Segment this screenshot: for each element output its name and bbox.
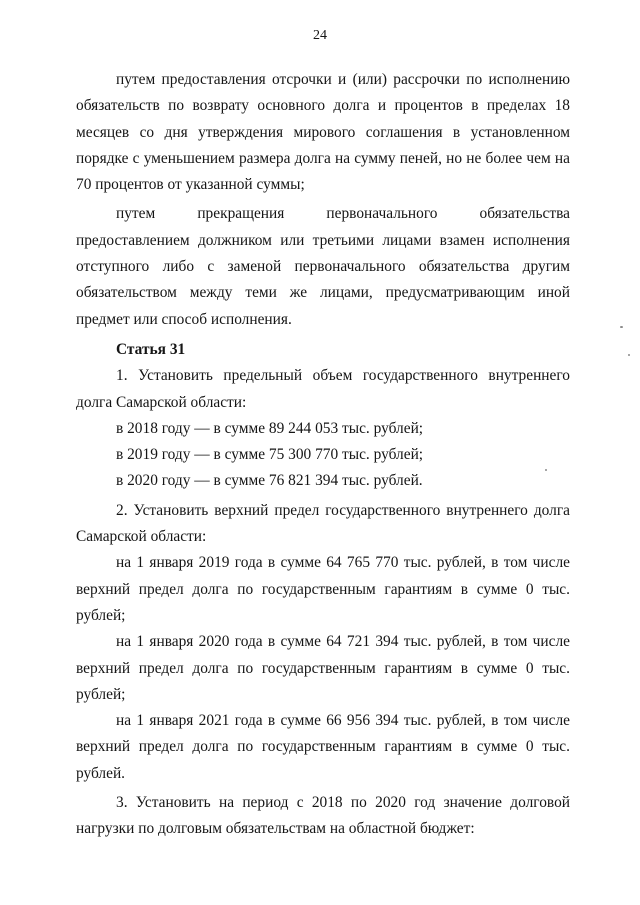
item-1-text: 1. Установить предельный объем государственного внутреннего долга Самарской области:: [76, 367, 570, 411]
item-1-year-2020: в 2020 году — в сумме 76 821 394 тыс. рублей.: [116, 472, 423, 490]
scan-speck: [628, 354, 630, 356]
item-2-date-2020: на 1 января 2020 года в сумме 64 721 394 тыс. рублей, в том числе верхний предел долга по государственным гарантиям в сумме 0 тыс. рублей;: [76, 633, 570, 703]
item-1-year-2018: в 2018 году — в сумме 89 244 053 тыс. рублей;: [116, 419, 424, 437]
item-2-date-2021: на 1 января 2021 года в сумме 66 956 394 тыс. рублей, в том числе верхний предел долга по государственным гарантиям в сумме 0 тыс. рублей.: [76, 712, 570, 782]
scan-speck: [620, 326, 623, 328]
document-body: [76, 67, 570, 843]
item-2-text: 2. Установить верхний предел государственного внутреннего долга Самарской области:: [76, 501, 570, 546]
item-2-date-2019: на 1 января 2019 года в сумме 64 765 770 тыс. рублей, в том числе верхний предел долга по государственным гарантиям в сумме 0 тыс. рублей;: [76, 554, 570, 624]
item-3-text: 3. Установить на период с 2018 по 2020 год значение долговой нагрузки по долговым обязательствам на областной бюджет:: [76, 794, 570, 838]
item-1-year-2019: в 2019 году — в сумме 75 300 770 тыс. рублей;: [116, 446, 424, 464]
paragraph-deferral: путем предоставления отсрочки и (или) рассрочки по исполнению обязательств по возврату основного долга и процентов в пределах 18 месяцев со дня утверждения мирового соглашения в установленном порядке с уменьшением размера долга на сумму пеней, но не более чем на 70 процентов от указанной суммы;: [76, 71, 570, 194]
page-number: 24: [313, 28, 327, 43]
paragraph-termination: путем прекращения первоначального обязательства предоставлением должником или третьими лицами взамен исполнения отступного либо с заменой первоначального обязательства другим обязательством между теми же лицами, предусматривающим иной предмет или способ исполнения.: [76, 205, 570, 328]
article-heading: Статья 31: [116, 340, 186, 358]
scan-speck: [545, 469, 547, 471]
